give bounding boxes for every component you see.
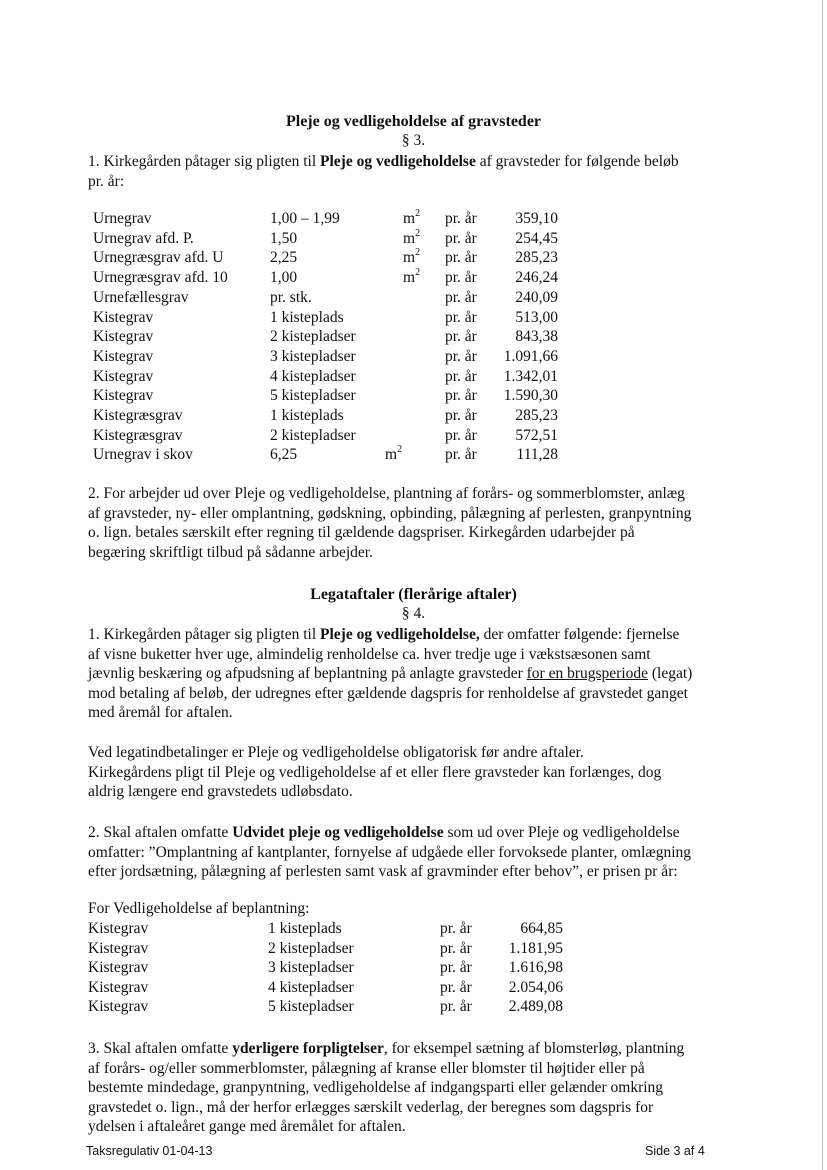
- section4-heading: Legataftaler (flerårige aftaler): [310, 586, 517, 603]
- table-row: [93, 445, 573, 465]
- grave-size: 4 kistepladser: [268, 978, 354, 996]
- price: 1.181,95: [508, 939, 563, 957]
- table-row: [93, 229, 573, 249]
- table-row: [88, 997, 568, 1017]
- text-span: 1. Kirkegården påtager sig pligten til: [88, 626, 321, 643]
- period: pr. år: [445, 288, 477, 306]
- page-edge: [822, 0, 823, 1170]
- price: 843,38: [515, 328, 558, 346]
- bold-span: Pleje og vedligeholdelse,: [320, 626, 480, 643]
- grave-type: Kistegrav: [93, 367, 154, 385]
- period: pr. år: [445, 229, 477, 247]
- table-row: [93, 386, 573, 406]
- table-row: [88, 958, 568, 978]
- footer-document-id: Taksregulativ 01-04-13: [86, 1144, 213, 1158]
- text-line: gravstedet o. lign., må der herfor erlægges særskilt vederlag, der beregnes som dagspris for: [88, 1098, 654, 1116]
- table-row: [93, 426, 573, 446]
- text-line: af gravsteder, ny- eller omplantning, gødskning, opbinding, pålægning af perlesten, granpyntning: [88, 504, 692, 522]
- text-line: Ved legatindbetalinger er Pleje og vedligeholdelse obligatorisk før andre aftaler.: [88, 744, 584, 761]
- grave-size: pr. stk.: [270, 288, 312, 306]
- text-line: Kirkegårdens pligt til Pleje og vedligeholdelse af et eller flere gravsteder kan forlænges, dog: [88, 763, 662, 781]
- period: pr. år: [445, 426, 477, 444]
- text-span: 3. Skal aftalen omfatte: [88, 1040, 233, 1057]
- grave-type: Urnegrav i skov: [93, 446, 193, 464]
- unit-exponent: 2: [415, 247, 421, 259]
- bold-span: Pleje og vedligeholdelse: [320, 153, 476, 170]
- grave-size: 3 kistepladser: [270, 347, 356, 365]
- footer-page-number: Side 3 af 4: [645, 1144, 705, 1158]
- table-row: [93, 268, 573, 288]
- period: pr. år: [445, 367, 477, 385]
- table-row: [93, 209, 573, 229]
- grave-type: Kistegrav: [93, 308, 154, 326]
- grave-type: Kistegrav: [88, 959, 149, 977]
- grave-type: Kistegrav: [88, 920, 149, 937]
- text-line: med åremål for aftalen.: [88, 704, 233, 721]
- period: pr. år: [445, 347, 477, 365]
- price: 285,23: [515, 407, 558, 424]
- table-row: [93, 327, 573, 347]
- period: pr. år: [445, 407, 477, 424]
- text-line: ydelsen i aftaleåret gange med åremålet for aftalen.: [88, 1118, 406, 1135]
- bold-span: Udvidet pleje og vedligeholdelse: [232, 824, 444, 841]
- unit-exponent: 2: [415, 267, 421, 279]
- grave-type: Kistegrav: [88, 998, 149, 1016]
- period: pr. år: [445, 269, 477, 287]
- bold-span: yderligere forpligtelser: [232, 1040, 384, 1057]
- period: pr. år: [445, 387, 477, 405]
- price: 254,45: [515, 229, 558, 247]
- text-span: 2. Skal aftalen omfatte: [88, 824, 233, 841]
- area-unit: [385, 445, 402, 465]
- grave-size: 5 kistepladser: [268, 998, 354, 1016]
- grave-type: Kistegrav: [93, 347, 154, 365]
- grave-size: 1 kisteplads: [268, 920, 342, 937]
- price: 111,28: [516, 446, 558, 464]
- table-row: [93, 288, 573, 308]
- unit-exponent: 2: [415, 208, 421, 219]
- text-span: af gravsteder for følgende beløb: [475, 153, 679, 170]
- text-line: bestemte mindedage, granpyntning, vedligeholdelse af indgangsparti eller gelænder omkring: [88, 1079, 664, 1096]
- grave-size: 2 kistepladser: [270, 426, 356, 444]
- price: 1.091,66: [503, 347, 558, 365]
- area-unit: [403, 268, 420, 288]
- section4-paragraph-3: [88, 1039, 738, 1137]
- text-line: af visne buketter hver uge, almindelig renholdelse ca. hver tredje uge i vækstsæsonen samt: [88, 645, 651, 663]
- grave-size: 2 kistepladser: [270, 328, 356, 346]
- grave-type: Urnegrav afd. P.: [93, 229, 194, 247]
- area-unit: [403, 209, 420, 229]
- text-span: som ud over Pleje og vedligeholdelse: [443, 824, 680, 841]
- price: 572,51: [515, 426, 558, 444]
- grave-size: 1 kisteplads: [270, 308, 344, 326]
- text-line: o. lign. betales særskilt efter regning til gældende dagspriser. Kirkegården udarbejder på: [88, 524, 635, 541]
- period: pr. år: [445, 446, 477, 464]
- grave-size: 5 kistepladser: [270, 387, 356, 405]
- text-line: efter jordsætning, pålægning af perlesten samt vask af gravminder efter behov”, er prisen pr år:: [88, 863, 678, 880]
- text-line: mod betaling af beløb, der udregnes efter gældende dagspris for renholdelse af gravstedet ganget: [88, 684, 688, 702]
- price: 285,23: [515, 249, 558, 267]
- grave-size: 1 kisteplads: [270, 407, 344, 424]
- table-row: [93, 406, 573, 426]
- grave-size: 1,50: [270, 229, 298, 247]
- table-row: [93, 308, 573, 328]
- price: 1.342,01: [503, 367, 558, 385]
- grave-type: Kistegrav: [93, 328, 154, 346]
- grave-size: 3 kistepladser: [268, 959, 354, 977]
- grave-type: Urnegræsgrav afd. U: [93, 249, 224, 267]
- unit-base: m: [403, 249, 416, 267]
- unit-base: m: [385, 446, 398, 464]
- grave-type: Urnefællesgrav: [93, 288, 189, 306]
- grave-size: 6,25: [270, 446, 298, 464]
- text-line: omfatter: ”Omplantning af kantplanter, fornyelse af udgåede eller forvoksede planter, omlægning: [88, 843, 692, 861]
- section4-paragraph-2: [88, 823, 738, 882]
- unit-exponent: 2: [397, 444, 403, 456]
- table-row: [93, 367, 573, 387]
- section4-legat-paragraph: [88, 743, 738, 802]
- grave-type: Kistegrav: [93, 387, 154, 405]
- grave-size: 1,00 – 1,99: [270, 210, 340, 227]
- period: pr. år: [445, 249, 477, 267]
- unit-base: m: [403, 269, 416, 287]
- price: 1.590,30: [503, 387, 558, 405]
- text-span: , for eksempel sætning af blomsterløg, plantning: [383, 1040, 685, 1057]
- table2-caption: For Vedligeholdelse af beplantning:: [88, 900, 310, 917]
- section4-paragraph-1: [88, 625, 738, 723]
- table-row: [93, 347, 573, 367]
- grave-type: Kistegræsgrav: [93, 407, 183, 424]
- unit-base: m: [403, 229, 416, 247]
- grave-type: Urnegrav: [93, 210, 152, 227]
- grave-size: 4 kistepladser: [270, 367, 356, 385]
- price: 240,09: [515, 288, 558, 306]
- price: 2.054,06: [508, 978, 563, 996]
- price: 664,85: [520, 920, 563, 937]
- text-span: 1. Kirkegården påtager sig pligten til: [88, 153, 321, 170]
- grave-type: Urnegræsgrav afd. 10: [93, 269, 228, 287]
- table-row: [93, 248, 573, 268]
- text-line: af forårs- og/eller sommerblomster, pålægning af kranse eller blomster til højtider eller på: [88, 1059, 645, 1077]
- grave-size: 2,25: [270, 249, 298, 267]
- grave-size: 1,00: [270, 269, 298, 287]
- grave-size: 2 kistepladser: [268, 939, 354, 957]
- period: pr. år: [445, 210, 477, 227]
- area-unit: [403, 248, 420, 268]
- period: pr. år: [445, 308, 477, 326]
- table-row: [88, 939, 568, 959]
- text-line: aldrig længere end gravstedets udløbsdato.: [88, 783, 353, 800]
- unit-exponent: 2: [415, 227, 421, 239]
- text-line: begæring skriftligt tilbud på sådanne arbejder.: [88, 543, 373, 561]
- text-line: 2. For arbejder ud over Pleje og vedligeholdelse, plantning af forårs- og sommerblomster, anlæg: [88, 485, 685, 502]
- section3-paragraph-1: [88, 152, 738, 191]
- price: 513,00: [515, 308, 558, 326]
- table-row: [88, 978, 568, 998]
- text-span: pr. år:: [88, 172, 125, 190]
- text-span: (legat): [648, 665, 693, 682]
- section3-paragraph-2: [88, 484, 738, 562]
- grave-type: Kistegræsgrav: [93, 426, 183, 444]
- underlined-span: for en brugsperiode: [526, 665, 649, 682]
- price: 2.489,08: [508, 998, 563, 1016]
- area-unit: [403, 229, 420, 249]
- text-span: der omfatter følgende: fjernelse: [479, 626, 680, 643]
- period: pr. år: [440, 920, 472, 937]
- grave-type: Kistegrav: [88, 978, 149, 996]
- period: pr. år: [440, 959, 472, 977]
- period: pr. år: [440, 939, 472, 957]
- period: pr. år: [445, 328, 477, 346]
- table-row: [88, 919, 568, 939]
- price: 359,10: [515, 210, 558, 227]
- section4-number: § 4.: [401, 605, 426, 622]
- section3-number: § 3.: [401, 132, 426, 149]
- unit-base: m: [403, 210, 416, 227]
- grave-type: Kistegrav: [88, 939, 149, 957]
- text-span: jævnlig beskæring og afpudsning af beplantning på anlagte gravsteder: [88, 665, 527, 682]
- section3-heading: Pleje og vedligeholdelse af gravsteder: [285, 113, 542, 130]
- price: 1.616,98: [508, 959, 563, 977]
- period: pr. år: [440, 978, 472, 996]
- price: 246,24: [515, 269, 558, 287]
- period: pr. år: [440, 998, 472, 1016]
